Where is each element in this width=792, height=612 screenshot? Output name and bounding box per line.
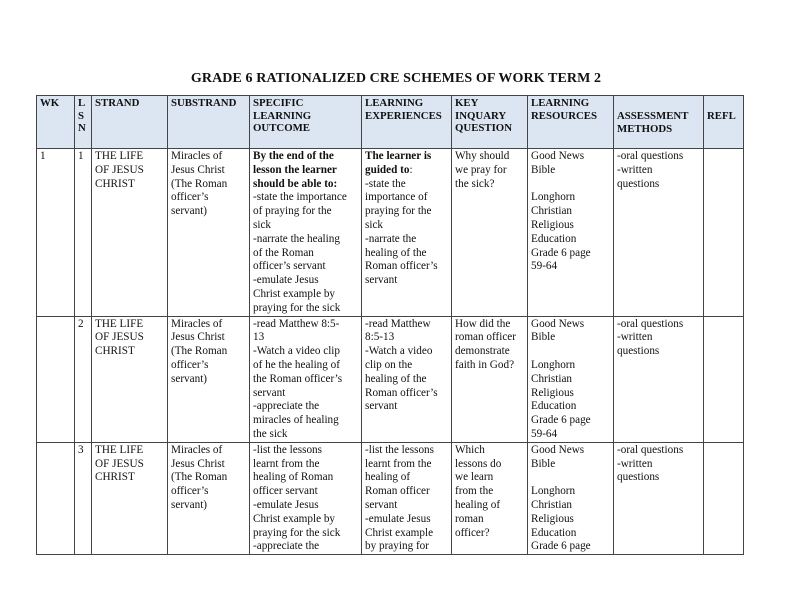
text-line: -appreciate the [253, 540, 320, 553]
text-line: Grade 6 page [531, 540, 591, 553]
cell-resources [528, 316, 614, 442]
text-line: officer’s servant [253, 260, 326, 273]
text-line: guided to: [365, 163, 413, 176]
text-line: -list the lessons [365, 443, 434, 456]
text-line: 8:5-13 [365, 331, 395, 344]
outcome-list [253, 191, 358, 315]
cell-assessment [614, 442, 704, 554]
text-line: Christ example [365, 526, 434, 539]
text-line: QUESTION [455, 122, 512, 134]
text-line: Grade 6 page [531, 246, 591, 259]
text-line: LEARNING [531, 97, 590, 109]
text-line: Miracles of [171, 317, 223, 330]
text-line: officer? [455, 526, 490, 539]
cell-resources [528, 149, 614, 317]
text-line: -read Matthew 8:5- [253, 317, 340, 330]
resources-bible [531, 444, 610, 472]
text-line: from the [455, 485, 494, 498]
text-line: KEY [455, 97, 479, 109]
text-line: learnt from the [253, 457, 320, 470]
resources-textbook [531, 359, 610, 442]
text-line: Education [531, 526, 577, 539]
text-line: How did the [455, 317, 511, 330]
text-line: should be able to: [253, 177, 338, 190]
header-lsn [75, 96, 92, 149]
text-line: officer’s [171, 485, 209, 498]
text-line: Good News [531, 150, 585, 162]
text-line: THE LIFE [95, 443, 144, 456]
header-row [37, 96, 744, 149]
cell-week: 1 [37, 149, 75, 317]
text-line: by praying for [365, 540, 430, 553]
text-line: (The Roman [171, 177, 228, 190]
text-line: CHRIST [95, 345, 135, 358]
text-line: the sick [253, 427, 288, 440]
text-line: officer’s [171, 191, 209, 204]
outcome-intro [253, 150, 358, 191]
text-line: -oral questions [617, 317, 684, 330]
text-line: -written [617, 163, 653, 176]
cell-week [37, 316, 75, 442]
text-line: Jesus Christ [171, 457, 225, 470]
cell-substrand [168, 149, 250, 317]
table-row [37, 149, 744, 317]
cell-reflection [704, 442, 744, 554]
text-line: LEARNING [253, 109, 312, 122]
text-line: lessons do [455, 457, 502, 470]
table-row [37, 316, 744, 442]
text-line: ASSESSMENT [617, 110, 689, 122]
header-wk: WK [37, 96, 75, 149]
cell-lesson: 2 [75, 316, 92, 442]
text-line: -written [617, 457, 653, 470]
header-key-inquiry-question [452, 96, 528, 149]
text-line: servant) [171, 372, 208, 385]
text-line: servant [365, 400, 398, 413]
cell-lesson: 1 [75, 149, 92, 317]
cell-key-question [452, 442, 528, 554]
resources-bible [531, 150, 610, 178]
text-line: -narrate the healing [253, 232, 340, 245]
text-line: (The Roman [171, 471, 228, 484]
text-line: EXPERIENCES [365, 109, 442, 122]
cell-experiences [362, 149, 452, 317]
cell-experiences [362, 442, 452, 554]
text-line: of the Roman [253, 246, 314, 259]
text-line: 59-64 [531, 427, 558, 440]
text-line: THE LIFE [95, 317, 144, 330]
text-line: OF JESUS [95, 457, 144, 470]
header-assessment-methods [614, 96, 704, 149]
cell-strand [92, 442, 168, 554]
text-line: officer’s [171, 358, 209, 371]
experiences-list [365, 178, 448, 288]
header-substrand: SUBSTRAND [168, 96, 250, 149]
text-line: -written [617, 331, 653, 344]
text-line: Jesus Christ [171, 163, 225, 176]
text-line: OUTCOME [253, 122, 310, 134]
text-line: Good News [531, 317, 585, 330]
cell-strand [92, 149, 168, 317]
text-line: METHODS [617, 122, 673, 135]
text-line: of praying for the [253, 205, 332, 218]
text-line: N [78, 122, 86, 134]
cell-resources [528, 442, 614, 554]
text-line: Why should [455, 150, 510, 162]
text-line: Education [531, 232, 577, 245]
text-line: healing of [365, 471, 411, 484]
header-specific-learning-outcome [250, 96, 362, 149]
cell-key-question [452, 149, 528, 317]
text-line: CHRIST [95, 177, 135, 190]
text-line: Bible [531, 163, 556, 176]
text-line: Roman officer [365, 485, 430, 498]
page-title: GRADE 6 RATIONALIZED CRE SCHEMES OF WORK TERM 2 [190, 71, 602, 86]
text-line: miracles of healing [253, 414, 339, 427]
text-line: OF JESUS [95, 331, 144, 344]
text-line: praying for the sick [253, 526, 341, 539]
cell-reflection [704, 316, 744, 442]
text-line: Christian [531, 205, 573, 218]
text-line: praying for the [365, 205, 432, 218]
cell-substrand [168, 316, 250, 442]
text-line: of he the healing of [253, 358, 340, 371]
text-line: -emulate Jesus [253, 498, 319, 511]
text-line: (The Roman [171, 345, 228, 358]
text-line: -emulate Jesus [365, 512, 431, 525]
text-line: sick [365, 218, 384, 231]
text-line: Christian [531, 498, 573, 511]
text-line: 59-64 [531, 260, 558, 273]
text-line: THE LIFE [95, 150, 144, 162]
text-line: RESOURCES [531, 109, 597, 122]
text-line: healing of Roman [253, 471, 334, 484]
text-line: -oral questions [617, 443, 684, 456]
text-line: Christ example by [253, 287, 336, 300]
text-line: Which [455, 443, 485, 456]
experiences-intro [365, 150, 448, 178]
cell-week [37, 442, 75, 554]
cell-substrand [168, 442, 250, 554]
cell-reflection [704, 149, 744, 317]
text-line: 13 [253, 331, 265, 344]
text-line: CHRIST [95, 471, 135, 484]
text-line: By the end of the [253, 150, 334, 162]
text-line: Jesus Christ [171, 331, 225, 344]
text-line: Good News [531, 443, 585, 456]
cell-assessment [614, 316, 704, 442]
text-line: Religious [531, 512, 574, 525]
text-line: we learn [455, 471, 494, 484]
text-line: healing of the [365, 372, 427, 385]
text-line: servant) [171, 498, 208, 511]
cell-lesson: 3 [75, 442, 92, 554]
cell-strand [92, 316, 168, 442]
text-line: -Watch a video [365, 345, 433, 358]
text-line: Roman officer’s [365, 386, 438, 399]
table-row [37, 442, 744, 554]
text-line: the Roman officer’s [253, 372, 343, 385]
text-line: Longhorn [531, 358, 576, 371]
text-line: The learner is [365, 150, 432, 162]
scheme-of-work-table [36, 95, 744, 555]
text-line: officer servant [253, 485, 318, 498]
text-line: S [78, 109, 85, 122]
text-line: INQUARY [455, 109, 507, 122]
text-line: sick [253, 218, 272, 231]
text-line: -list the lessons [253, 443, 322, 456]
header-strand: STRAND [92, 96, 168, 149]
text-line: -narrate the [365, 232, 417, 245]
text-line: -emulate Jesus [253, 274, 319, 287]
text-line: Religious [531, 218, 574, 231]
text-line: servant [365, 498, 398, 511]
resources-textbook [531, 191, 610, 274]
text-line: SPECIFIC [253, 97, 304, 109]
text-line: Grade 6 page [531, 414, 591, 427]
text-line: Roman officer’s [365, 260, 438, 273]
text-line: questions [617, 471, 660, 484]
text-line: Longhorn [531, 191, 576, 204]
text-line: servant [365, 274, 398, 287]
text-line: questions [617, 345, 660, 358]
text-line: Christ example by [253, 512, 336, 525]
header-reflection: REFL [704, 96, 744, 149]
text-line: -appreciate the [253, 400, 320, 413]
resources-textbook [531, 485, 610, 554]
text-line: faith in God? [455, 358, 515, 371]
text-line: roman officer [455, 331, 516, 344]
text-line: clip on the [365, 358, 413, 371]
cell-outcome [250, 316, 362, 442]
text-line: -oral questions [617, 150, 684, 162]
text-line: healing of the [365, 246, 427, 259]
text-line: -Watch a video clip [253, 345, 341, 358]
text-line: LEARNING [365, 97, 424, 109]
text-line: roman [455, 512, 484, 525]
cell-outcome [250, 442, 362, 554]
text-line: Miracles of [171, 150, 223, 162]
cell-experiences [362, 316, 452, 442]
text-line: the sick? [455, 177, 495, 190]
text-line: Religious [531, 386, 574, 399]
cell-outcome [250, 149, 362, 317]
text-line: Bible [531, 331, 556, 344]
text-line: Longhorn [531, 485, 576, 498]
text-line: we pray for [455, 163, 507, 176]
header-learning-resources [528, 96, 614, 149]
cell-assessment [614, 149, 704, 317]
text-line: L [78, 97, 86, 109]
text-line: -read Matthew [365, 317, 431, 330]
text-line: importance of [365, 191, 428, 204]
text-line: Christian [531, 372, 573, 385]
text-line: learnt from the [365, 457, 432, 470]
text-line: lesson the learner [253, 163, 337, 176]
text-line: -state the [365, 177, 406, 190]
text-line: demonstrate [455, 345, 510, 358]
header-learning-experiences [362, 96, 452, 149]
text-line: servant) [171, 205, 208, 218]
text-line: questions [617, 177, 660, 190]
text-line: Miracles of [171, 443, 223, 456]
resources-bible [531, 318, 610, 346]
text-line: Education [531, 400, 577, 413]
cell-key-question [452, 316, 528, 442]
text-line: servant [253, 386, 286, 399]
text-line: OF JESUS [95, 163, 144, 176]
text-line: -state the importance [253, 191, 347, 204]
text-line: praying for the sick [253, 301, 341, 314]
text-line: healing of [455, 498, 501, 511]
text-line: Bible [531, 457, 556, 470]
